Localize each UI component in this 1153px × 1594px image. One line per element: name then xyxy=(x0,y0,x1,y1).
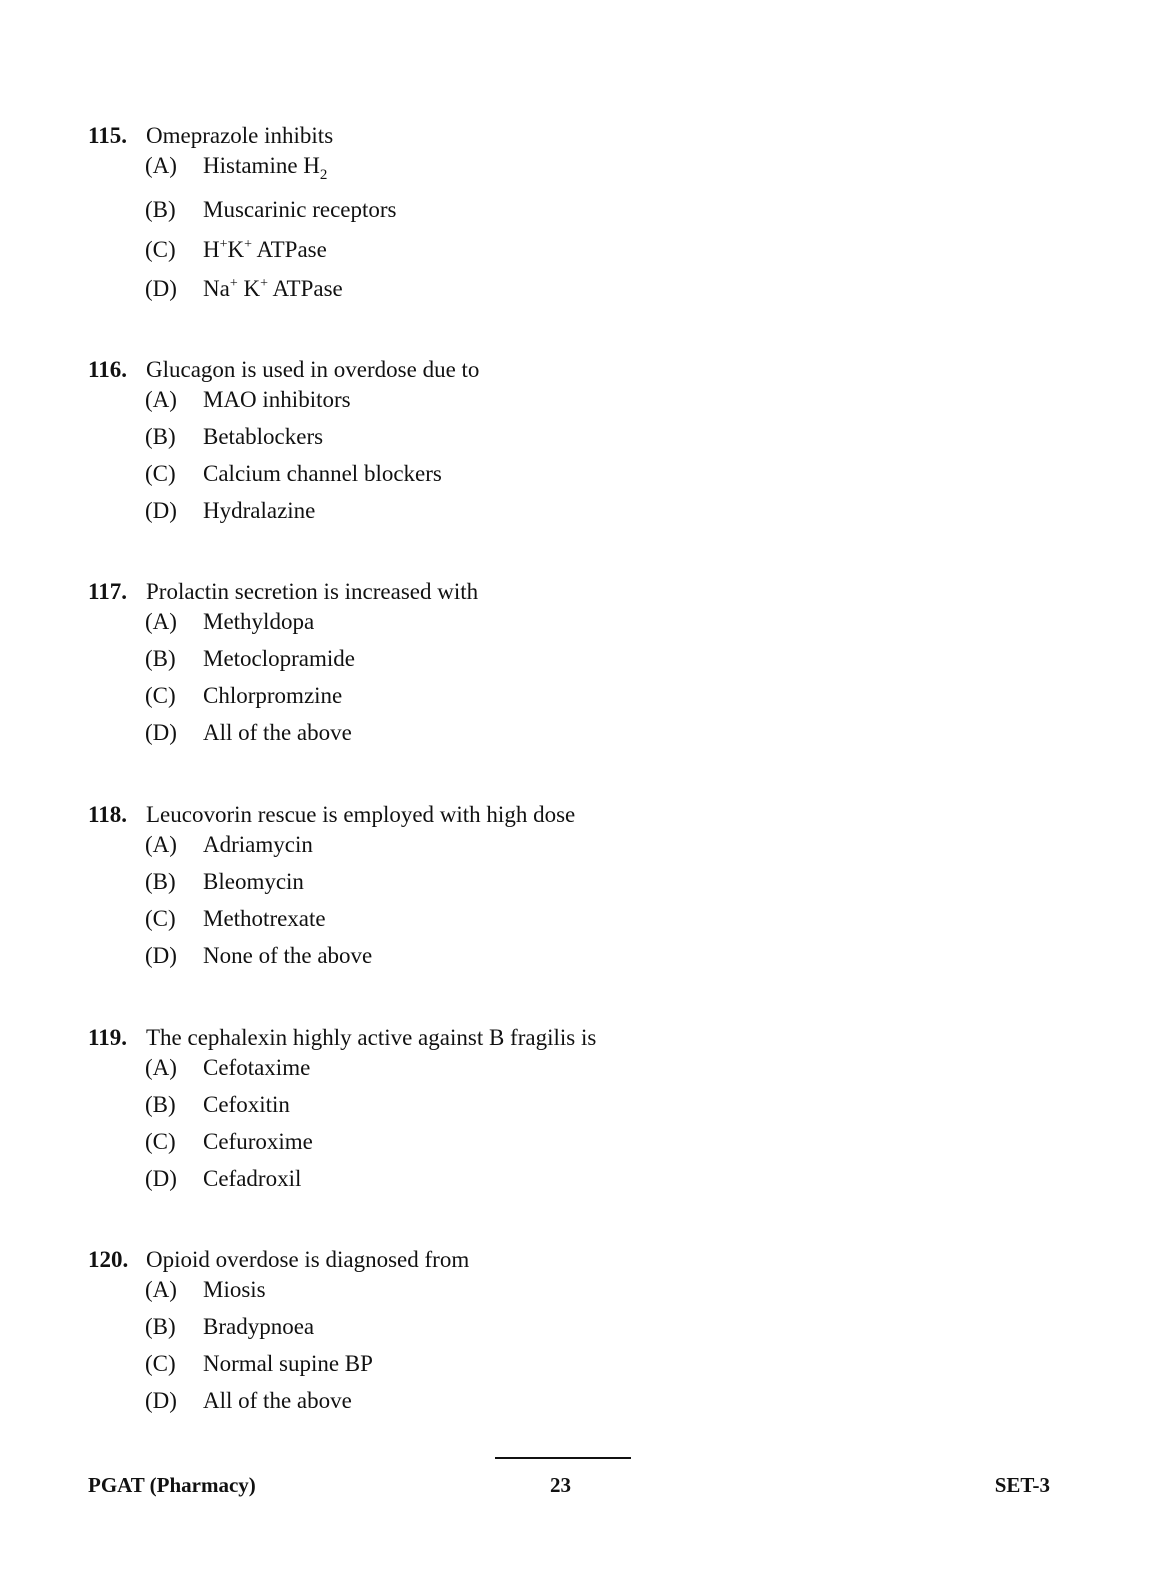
question-stem xyxy=(88,1023,988,1053)
option-letter: (C) xyxy=(145,461,176,486)
question-stem xyxy=(88,355,988,385)
option-b xyxy=(145,867,988,904)
option-text: Methotrexate xyxy=(203,906,326,931)
question-118 xyxy=(88,800,988,978)
question-number: 118. xyxy=(88,802,127,827)
question-text: Omeprazole inhibits xyxy=(146,123,334,148)
option-text: Muscarinic receptors xyxy=(203,197,397,222)
option-text: Miosis xyxy=(203,1277,266,1302)
option-letter: (D) xyxy=(145,1388,177,1413)
option-text: Cefoxitin xyxy=(203,1092,290,1117)
option-c xyxy=(145,1349,988,1386)
option-text: Bradypnoea xyxy=(203,1314,315,1339)
option-c xyxy=(145,459,988,496)
option-text: Cefotaxime xyxy=(203,1055,311,1080)
option-b xyxy=(145,1312,988,1349)
question-117 xyxy=(88,577,988,755)
footer-set-label: SET-3 xyxy=(994,1473,1050,1497)
option-a xyxy=(145,1053,988,1090)
option-text: Cefuroxime xyxy=(203,1129,313,1154)
option-text: All of the above xyxy=(203,720,352,745)
question-text: Glucagon is used in overdose due to xyxy=(146,357,480,382)
option-text: H+K+ ATPase xyxy=(203,237,327,262)
option-text: Methyldopa xyxy=(203,609,315,634)
option-letter: (C) xyxy=(145,683,176,708)
option-d xyxy=(145,941,988,978)
option-letter: (B) xyxy=(145,1092,176,1117)
question-number: 116. xyxy=(88,357,127,382)
option-d xyxy=(145,1386,988,1423)
option-text: All of the above xyxy=(203,1388,352,1413)
question-120 xyxy=(88,1245,988,1423)
option-c xyxy=(145,1127,988,1164)
question-number: 119. xyxy=(88,1025,127,1050)
question-number: 117. xyxy=(88,579,127,604)
option-letter: (B) xyxy=(145,869,176,894)
question-text: Prolactin secretion is increased with xyxy=(146,579,479,604)
question-text: Opioid overdose is diagnosed from xyxy=(146,1247,470,1272)
option-letter: (B) xyxy=(145,424,176,449)
option-letter: (D) xyxy=(145,498,177,523)
option-letter: (A) xyxy=(145,387,177,412)
option-text: Betablockers xyxy=(203,424,324,449)
option-letter: (D) xyxy=(145,943,177,968)
question-115 xyxy=(88,121,988,311)
option-c xyxy=(145,681,988,718)
option-b xyxy=(145,195,988,232)
option-b xyxy=(145,1090,988,1127)
option-c xyxy=(145,904,988,941)
question-119 xyxy=(88,1023,988,1201)
question-stem xyxy=(88,1245,988,1275)
question-number: 115. xyxy=(88,123,127,148)
option-text: Hydralazine xyxy=(203,498,316,523)
option-letter: (D) xyxy=(145,276,177,301)
page-number: 23 xyxy=(550,1473,571,1497)
option-letter: (D) xyxy=(145,720,177,745)
option-a xyxy=(145,385,988,422)
option-c xyxy=(145,235,988,272)
question-stem xyxy=(88,577,988,607)
option-d xyxy=(145,718,988,755)
question-116 xyxy=(88,355,988,533)
question-number: 120. xyxy=(88,1247,129,1272)
option-b xyxy=(145,422,988,459)
option-letter: (A) xyxy=(145,832,177,857)
question-text: Leucovorin rescue is employed with high dose xyxy=(146,802,576,827)
footer-exam-name: PGAT (Pharmacy) xyxy=(88,1473,256,1497)
option-a xyxy=(145,151,988,188)
option-letter: (C) xyxy=(145,1351,176,1376)
option-letter: (B) xyxy=(145,197,176,222)
option-letter: (B) xyxy=(145,1314,176,1339)
option-text: Histamine $H_2$ xyxy=(203,153,328,183)
option-text: Na+ K+ ATPase xyxy=(203,276,343,301)
option-letter: (C) xyxy=(145,1129,176,1154)
subscript: 2 xyxy=(319,167,328,183)
option-text: Chlorpromzine xyxy=(203,683,343,708)
option-b xyxy=(145,644,988,681)
option-letter: (B) xyxy=(145,646,176,671)
question-stem xyxy=(88,800,988,830)
option-text: MAO inhibitors xyxy=(203,387,351,412)
option-text: Adriamycin xyxy=(203,832,313,857)
option-text: Bleomycin xyxy=(203,869,304,894)
option-text: Metoclopramide xyxy=(203,646,356,671)
option-d xyxy=(145,496,988,533)
option-text: Normal supine BP xyxy=(203,1351,373,1376)
option-text: None of the above xyxy=(203,943,373,968)
option-text: Calcium channel blockers xyxy=(203,461,442,486)
question-text: The cephalexin highly active against B fragilis is xyxy=(146,1025,597,1050)
option-letter: (D) xyxy=(145,1166,177,1191)
option-a xyxy=(145,1275,988,1312)
option-letter: (A) xyxy=(145,609,177,634)
option-d xyxy=(145,274,988,311)
option-a xyxy=(145,607,988,644)
question-stem xyxy=(88,121,988,151)
option-letter: (A) xyxy=(145,153,177,178)
option-letter: (A) xyxy=(145,1055,177,1080)
option-letter: (C) xyxy=(145,906,176,931)
option-a xyxy=(145,830,988,867)
option-letter: (C) xyxy=(145,237,176,262)
option-letter: (A) xyxy=(145,1277,177,1302)
option-text: Cefadroxil xyxy=(203,1166,302,1191)
option-d xyxy=(145,1164,988,1201)
footer-divider xyxy=(495,1457,631,1459)
